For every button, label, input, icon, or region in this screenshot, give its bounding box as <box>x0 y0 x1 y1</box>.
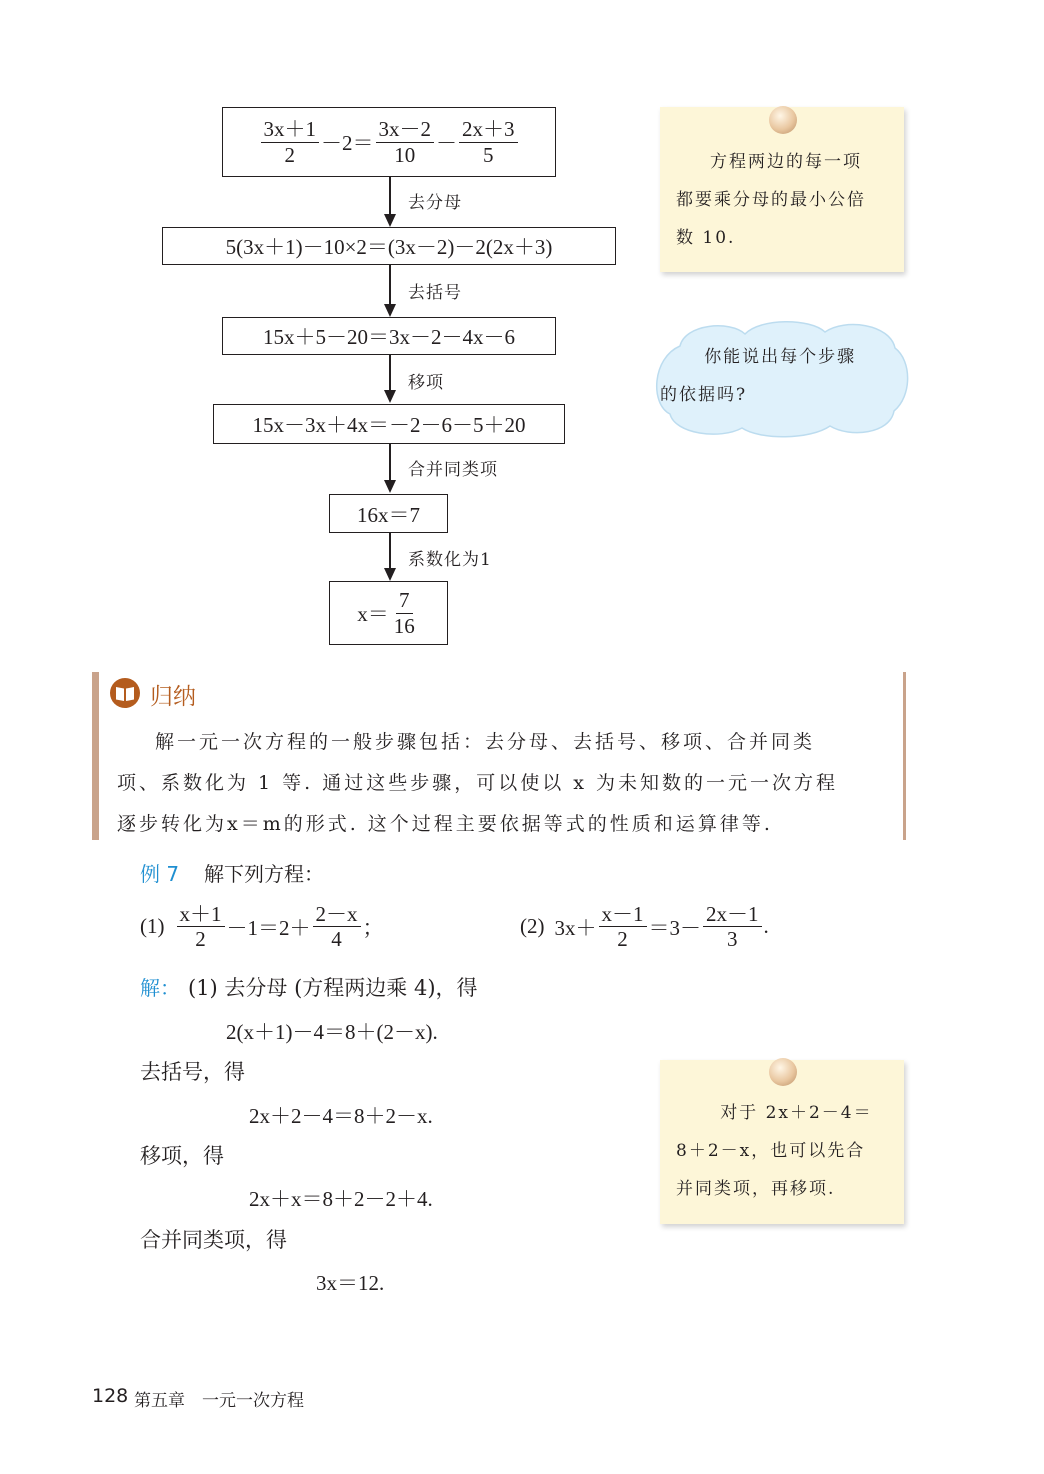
flow-arrow-head <box>384 568 396 581</box>
cloud-line: 你能说出每个步骤 <box>704 347 857 367</box>
flow-arrow-line <box>389 533 391 569</box>
solution-equation-3: 2x＋x＝8＋2－2＋4. <box>249 1187 433 1211</box>
solution-step-3: 移项，得 <box>140 1144 224 1168</box>
fraction-denominator: 5 <box>483 142 494 167</box>
solution-equation-1: 2(x＋1)－4＝8＋(2－x). <box>226 1020 438 1044</box>
equation-box-3: 15x＋5－20＝3x－2－4x－6 <box>222 317 556 355</box>
step-label: 合并同类项 <box>408 460 498 480</box>
note-line: 都要乘分母的最小公倍 <box>676 190 866 210</box>
problem-tag: (1) <box>140 914 165 939</box>
equation-text: ； <box>362 915 384 940</box>
note-line: 方程两边的每一项 <box>710 152 862 172</box>
fraction-denominator: 2 <box>195 927 206 952</box>
equation-text: . <box>763 914 769 939</box>
summary-line: 项、系数化为 1 等. 通过这些步骤，可以使以 x 为未知数的一元一次方程 <box>117 772 839 794</box>
flow-arrow-line <box>389 265 391 305</box>
cloud-text <box>660 338 896 414</box>
fraction-numerator: x－1 <box>599 902 647 927</box>
equation-text: －2＝ <box>321 131 374 155</box>
summary-book-icon <box>108 676 142 710</box>
problem-1 <box>140 902 384 951</box>
fraction-numerator: 7 <box>396 588 413 613</box>
equation-text: 3x＋ <box>554 915 597 940</box>
fraction-denominator: 2 <box>284 142 295 167</box>
pushpin-icon <box>769 106 797 134</box>
equation-text: x＝ <box>357 602 389 626</box>
page-number: 128 <box>92 1385 129 1407</box>
chapter-title: 第五章 一元一次方程 <box>134 1391 304 1411</box>
flow-arrow-head <box>384 480 396 493</box>
summary-left-bar <box>92 672 99 840</box>
equation-box-5: 16x＝7 <box>329 494 448 533</box>
solution-step-4: 合并同类项，得 <box>140 1228 287 1252</box>
note-line: 对于 2x＋2－4＝ <box>720 1103 873 1123</box>
equation-box-1 <box>222 107 556 177</box>
fraction-numerator: 2x－1 <box>703 902 762 927</box>
fraction-denominator: 2 <box>617 927 628 952</box>
fraction-denominator: 4 <box>331 927 342 952</box>
equation-text: － <box>436 131 457 155</box>
flow-arrow-head <box>384 214 396 227</box>
fraction-numerator: 3x－2 <box>376 117 435 142</box>
fraction-numerator: 2－x <box>313 902 361 927</box>
cloud-line: 的依据吗? <box>660 385 748 405</box>
fraction-numerator: x＋1 <box>177 902 225 927</box>
step-label: 去分母 <box>408 193 462 213</box>
fraction-denominator: 16 <box>393 613 415 638</box>
problem-tag: (2) <box>520 914 545 939</box>
summary-line: 解一元一次方程的一般步骤包括：去分母、去括号、移项、合并同类 <box>155 731 816 753</box>
solution-step-2: 去括号，得 <box>140 1060 245 1084</box>
fraction-numerator: 3x＋1 <box>261 117 320 142</box>
step-label: 去括号 <box>408 283 462 303</box>
summary-text <box>117 722 887 845</box>
note-line: 数 10. <box>676 228 736 248</box>
fraction-denominator: 10 <box>394 142 416 167</box>
solution-label: 解： <box>140 976 180 1000</box>
summary-panel <box>92 672 906 840</box>
note-line: 8＋2－x，也可以先合 <box>676 1141 866 1161</box>
equation-text: ＝3－ <box>648 915 701 940</box>
fraction-denominator: 3 <box>727 927 738 952</box>
solution-step-1: (1) 去分母 (方程两边乘 4)，得 <box>188 976 478 1000</box>
flow-arrow-head <box>384 304 396 317</box>
equation-box-4: 15x－3x＋4x＝－2－6－5＋20 <box>213 404 565 444</box>
pushpin-icon <box>769 1058 797 1086</box>
solution-equation-4: 3x＝12. <box>316 1271 385 1295</box>
summary-line: 逐步转化为x＝m的形式. 这个过程主要依据等式的性质和运算律等. <box>117 813 773 835</box>
example-label: 例 7 <box>140 862 180 886</box>
equation-text: －1＝2＋ <box>226 915 311 940</box>
equation-box-6 <box>329 581 448 645</box>
flow-arrow-line <box>389 444 391 481</box>
flow-arrow-line <box>389 355 391 391</box>
example-title: 解下列方程： <box>204 862 324 886</box>
step-label: 移项 <box>408 373 444 393</box>
step-label: 系数化为1 <box>408 550 492 570</box>
summary-title: 归纳 <box>150 684 196 710</box>
fraction-numerator: 2x＋3 <box>459 117 518 142</box>
flow-arrow-head <box>384 390 396 403</box>
problem-2 <box>520 902 769 951</box>
note-line: 并同类项，再移项. <box>676 1179 836 1199</box>
equation-box-2: 5(3x＋1)－10×2＝(3x－2)－2(2x＋3) <box>162 227 616 265</box>
flow-arrow-line <box>389 177 391 215</box>
solution-equation-2: 2x＋2－4＝8＋2－x. <box>249 1104 433 1128</box>
summary-right-bar <box>903 672 906 840</box>
